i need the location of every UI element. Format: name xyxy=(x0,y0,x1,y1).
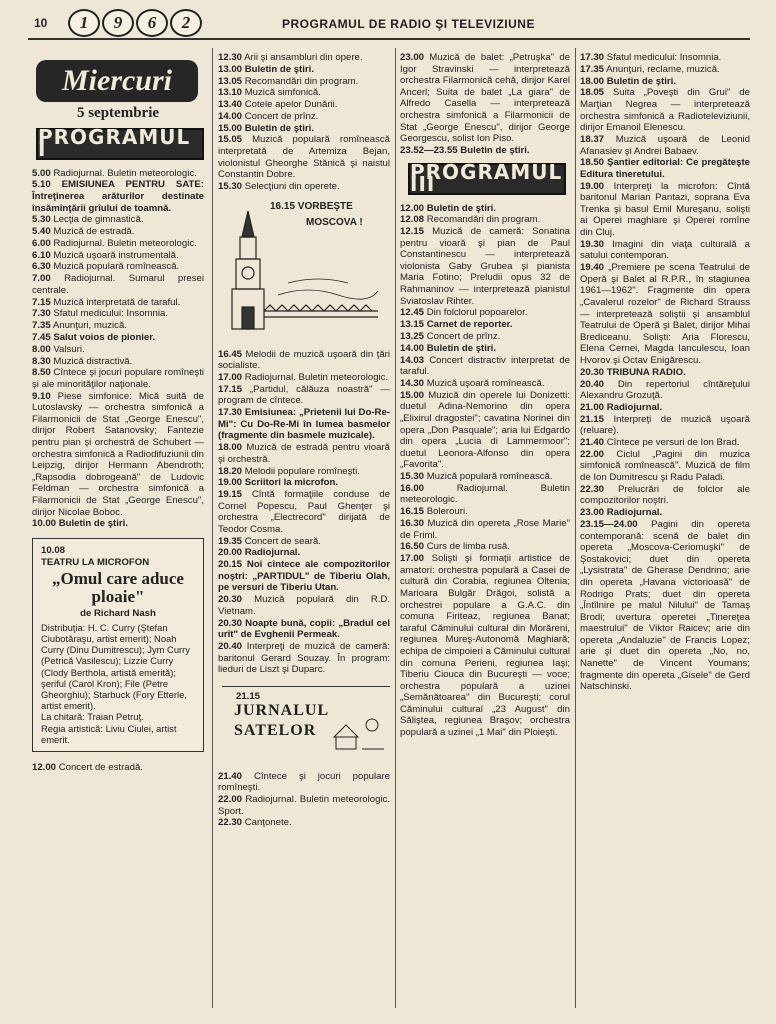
entry-time: 23.52—23.55 xyxy=(400,144,458,156)
entry-time: 7.35 xyxy=(32,320,51,332)
schedule-entry xyxy=(218,794,390,817)
entry-text: Emisiunea: „Prietenii lui Do-Re-Mi": Cu Do-Re-Mi în lumea basmelor (fragmente din basmele muzicale). xyxy=(218,407,391,442)
entry-time: 22.30 xyxy=(580,483,605,495)
entry-text: Muzică interpretată de taraful. xyxy=(53,296,181,308)
schedule-entry xyxy=(218,52,390,64)
schedule-entry xyxy=(32,320,204,332)
schedule-entry xyxy=(218,559,390,594)
column-divider xyxy=(395,48,396,1008)
page-header xyxy=(28,8,750,40)
entry-time: 16.15 xyxy=(400,506,425,518)
schedule-entry xyxy=(400,355,570,378)
entry-text: Recomandări din program. xyxy=(426,214,541,226)
entry-text: Muzică de estradă. xyxy=(53,226,135,238)
schedule-entry xyxy=(580,87,750,133)
schedule-entry xyxy=(400,483,570,506)
entry-time: 20.30 xyxy=(218,617,243,629)
entry-text: Muzică simfonică. xyxy=(244,87,321,99)
moscow-box xyxy=(218,199,390,345)
day-banner: Miercuri xyxy=(36,60,198,102)
entry-time: 8.30 xyxy=(32,355,51,367)
entry-text: Radiojurnal. Buletin meteorologic. xyxy=(53,167,197,179)
entry-time: 22.30 xyxy=(218,817,243,829)
entry-text: Cotele apelor Dunării. xyxy=(244,99,338,111)
entry-text: Scriitori la microfon. xyxy=(244,477,338,489)
entry-text: Prelucrări de folclor ale compozitorilor noştri. xyxy=(580,483,750,507)
entry-time: 12.30 xyxy=(218,52,243,63)
schedule-entry xyxy=(580,52,750,64)
entry-text: Buletin de ştiri. xyxy=(58,518,128,530)
entry-text: Suita „Poveşti din Grui" de Marţian Negrea — interpretează orchestra simfonică a Radioteleviziunii, dirijor Emanoil Elenescu. xyxy=(580,87,750,134)
entry-text: Anunţuri, reclame, muzică. xyxy=(606,63,720,75)
page-number: 10 xyxy=(34,16,48,30)
entry-text: Buletin de ştiri. xyxy=(426,342,496,354)
entry-text: Buletin de ştiri. xyxy=(606,75,676,87)
schedule-entry xyxy=(218,536,390,548)
entry-time: 21.00 xyxy=(580,401,605,413)
play-guitar: La chitară: Traian Petruţ. xyxy=(41,711,144,723)
schedule-entry xyxy=(580,484,750,507)
entry-time: 18.05 xyxy=(580,87,605,99)
entry-time: 17.30 xyxy=(580,52,605,63)
jurnal-line2: SATELOR xyxy=(234,721,317,739)
entry-time: 15.00 xyxy=(400,389,425,401)
schedule-list xyxy=(218,52,390,193)
entry-time: 14.00 xyxy=(218,110,243,122)
entry-text: Valsuri. xyxy=(53,343,85,355)
schedule-entry xyxy=(32,356,204,368)
schedule-entry xyxy=(218,407,390,442)
schedule-entry xyxy=(400,52,570,145)
entry-time: 22.00 xyxy=(580,448,605,460)
schedule-entry xyxy=(218,372,390,384)
schedule-entry xyxy=(400,343,570,355)
jurnal-time: 21.15 xyxy=(236,690,261,702)
entry-time: 13.05 xyxy=(218,75,243,87)
schedule-entry xyxy=(580,157,750,180)
entry-text: Concert de estradă. xyxy=(58,762,143,774)
entry-text: Ciclul „Pagini din muzica simfonică romînească". Muzică de film de Ion Dumitrescu şi Radu Paladi. xyxy=(580,448,750,483)
entry-text: Salut voios de pionier. xyxy=(53,331,156,343)
entry-text: Muzică distractivă. xyxy=(53,355,133,367)
entry-time: 13.25 xyxy=(400,331,425,342)
theatre-box xyxy=(32,538,204,752)
entry-time: 7.00 xyxy=(32,273,51,285)
schedule-entry xyxy=(580,76,750,88)
schedule-list xyxy=(218,771,390,829)
entry-text: Solişti şi formaţii artistice de amatori: orchestra populară a Casei de cultură din Corabia, regiunea Oltenia; Marioara Bulgăr Drăgoi, solistă a orchestrei populare a G.A.C. din comuna Firiteaz, regiunea Banat; taraful Căminului cultural din Morăreni, regiunea Mureş-Autonomă Maghiară; echipa de cimpoieri a Căminului cultural din comuna Perieni, regiunea Iaşi; Tiberiu Ciouca din Bucureşti — voce; orchestra populară a uzinei „Semănătoarea" din Bucureşti; corul Căminului cultural „23 August" din Săliştea, regiunea Braşov; orchestra populară a uzinei „1 Mai" din Ploieşti. xyxy=(400,553,570,739)
schedule-entry xyxy=(32,168,204,180)
schedule-list xyxy=(32,168,204,530)
entry-text: Piese simfonice: Mică suită de Lutoslavsky — orchestra simfonică a Filarmonicii de Stat „George Enescu", dirijor Robert Satanovsky; Fantezie pentru pian şi orchestră de Schubert — orchestra simfonică a Radiodifuziunii din Leipzig, dirijor Hermann Abendroth; „Rapsodia dobrogeană" de Ludovic Feldman — orchestra simfonică a Filarmonicii de Stat „George Enescu", dirijor Nicolae Boboc. xyxy=(32,390,204,518)
entry-text: Radiojurnal. Buletin meteorologic. xyxy=(400,482,571,506)
schedule-entry xyxy=(580,449,750,484)
schedule-entry xyxy=(580,134,750,157)
column-divider xyxy=(212,48,213,1008)
schedule-entry xyxy=(580,64,750,76)
schedule-list xyxy=(580,52,750,693)
schedule-entry xyxy=(400,226,570,307)
entry-text: TRIBUNA RADIO. xyxy=(606,366,686,378)
schedule-entry xyxy=(218,641,390,676)
entry-time: 18.00 xyxy=(580,75,605,87)
entry-time: 7.45 xyxy=(32,331,51,343)
schedule-entry xyxy=(400,319,570,331)
entry-text: Muzică din operele lui Donizetti: duetul Adina-Nemorino din opera „Elixirul dragostei"; cavatina Norinei din opera „Don Pasquale"; aria lui Edgardo din opera „Lucia di Lammermoor"; duetul Leonora-Alfonso din opera „Favorita". xyxy=(400,389,570,471)
entry-time: 5.40 xyxy=(32,226,51,238)
program-3-banner: PROGRAMUL III xyxy=(408,163,566,195)
play-director: Regia artistică: Liviu Ciulei, artist emerit. xyxy=(41,722,177,745)
entry-time: 14.03 xyxy=(400,354,425,366)
entry-text: Radiojurnal. xyxy=(606,507,663,519)
entry-time: 6.10 xyxy=(32,249,51,261)
schedule-entry xyxy=(218,384,390,407)
entry-time: 12.45 xyxy=(400,307,425,319)
schedule-entry xyxy=(218,547,390,559)
entry-time: 17.15 xyxy=(218,383,243,395)
schedule-entry xyxy=(580,402,750,414)
play-author: de Richard Nash xyxy=(80,608,156,620)
entry-text: Muzică din opereta „Rose Marie" de Friml. xyxy=(400,518,570,541)
entry-time: 20.40 xyxy=(218,640,243,652)
entry-text: Din repertoriul cîntăreţului Alexandru Grozuţă. xyxy=(580,378,750,402)
entry-text: Imagini din viaţa culturală a satului contemporan. xyxy=(580,238,750,262)
entry-text: Cîntă formaţiile conduse de Cornel Popescu, Paul Ghenţer şi orchestra „Electrecord" dirijată de Teodor Cosma. xyxy=(218,489,390,535)
entry-text: Concert de seară. xyxy=(244,535,321,547)
entry-text: Arii şi ansambluri din opere. xyxy=(244,52,363,63)
schedule-entry xyxy=(400,331,570,343)
entry-text: Muzică uşoară instrumentală. xyxy=(53,249,179,261)
entry-time: 15.00 xyxy=(218,122,243,134)
entry-text: „Premiere pe scena Teatrului de Operă şi Balet al R.P.R., în stagiunea 1961—1962". Fragmente din opera „Cavalerul rozelor" de Richard Strauss — interpretează soliştii şi ansamblul Teatrului de Operă şi Balet, dirijor Mihai Brediceanu. Solişti: Aria Florescu, Elena Cernei, Magda Ianculescu, Ioan Hvorov şi Octav Enigărescu. xyxy=(580,262,750,366)
entry-time: 9.10 xyxy=(32,390,51,402)
entry-text: Recomandări din program. xyxy=(244,75,359,87)
schedule-entry xyxy=(218,489,390,535)
schedule-entry xyxy=(580,519,750,693)
entry-time: 16.50 xyxy=(400,541,425,553)
entry-text: Muzică uşoară de Leonid Afanasiev şi Andrei Babaev. xyxy=(580,133,750,157)
schedule-entry xyxy=(580,262,750,366)
schedule-entry xyxy=(218,123,390,135)
schedule-entry xyxy=(400,471,570,483)
entry-text: Melodii populare romîneşti. xyxy=(244,465,360,477)
entry-text: Concert distractiv interpretat de taraful. xyxy=(400,354,570,378)
entry-time: 17.35 xyxy=(580,63,605,75)
entry-time: 17.00 xyxy=(218,372,243,383)
entry-text: Bolerouri. xyxy=(426,506,468,518)
entry-time: 19.40 xyxy=(580,262,605,274)
entry-time: 21.15 xyxy=(580,413,605,425)
entry-text: Buletin de ştiri. xyxy=(426,202,496,214)
entry-text: EMISIUNEA PENTRU SATE: Întreţinerea arăturilor destinate însămînţării grîului de toamnă. xyxy=(32,179,204,214)
entry-time: 17.30 xyxy=(218,407,243,419)
entry-text: Interpreţi la microfon: Cîntă baritonul Marian Pantazi, soprana Eva Trenka şi basul Emil Mureşanu, solişti ai Operei maghiare şi Operei romîne din Cluj. xyxy=(580,180,750,239)
entry-time: 10.00 xyxy=(32,518,57,530)
entry-time: 14.00 xyxy=(400,342,425,354)
column-2 xyxy=(218,52,390,829)
entry-time: 12.08 xyxy=(400,214,425,226)
entry-time: 13.15 xyxy=(400,319,425,331)
schedule-entry xyxy=(580,437,750,449)
village-illustration xyxy=(326,711,386,751)
entry-time: 12.00 xyxy=(32,762,57,774)
entry-text: Concert de prînz. xyxy=(426,331,501,342)
entry-text: Muzică de cameră: Sonatina pentru vioară şi pian de Paul Constantinescu — interpretează violonista Gaby Grubea şi pianista Maria Fotino; Preludii opus 32 de Rahmaninov — interpretează pianistul Sviatoslav Rihter. xyxy=(400,226,570,307)
date: 5 septembrie xyxy=(76,105,160,121)
entry-time: 20.30 xyxy=(218,594,243,606)
theatre-time: 10.08 xyxy=(41,545,66,556)
entry-time: 5.10 xyxy=(32,179,51,191)
entry-text: Interpreţi de muzică de cameră: baritonul Gerard Souzay. În program: lieduri de Liszt şi Duparc. xyxy=(218,640,390,676)
entry-time: 19.35 xyxy=(218,535,243,547)
program-1-banner: PROGRAMUL I xyxy=(36,128,204,160)
entry-text: Muzică populară romînească. xyxy=(53,261,180,273)
schedule-entry xyxy=(218,349,390,372)
entry-time: 16.30 xyxy=(400,518,425,529)
entry-time: 20.15 xyxy=(218,559,243,571)
schedule-entry xyxy=(218,111,390,123)
schedule-entry xyxy=(218,817,390,829)
kremlin-tower-illustration xyxy=(218,199,390,345)
entry-time: 15.30 xyxy=(400,471,425,483)
play-title: „Omul care aduce ploaie" xyxy=(52,569,184,607)
entry-text: Interpreţi de muzică uşoară (reluare). xyxy=(580,413,750,437)
schedule-entry xyxy=(580,367,750,379)
schedule-entry xyxy=(400,145,570,157)
entry-text: Melodii de muzică uşoară din ţări socialiste. xyxy=(218,348,390,372)
schedule-entry xyxy=(218,594,390,617)
entry-text: Carnet de reporter. xyxy=(426,319,513,331)
schedule-entry xyxy=(218,87,390,99)
entry-text: Muzică populară din R.D. Vietnam. xyxy=(218,594,391,617)
entry-time: 13.00 xyxy=(218,63,243,75)
entry-text: Concert de prînz. xyxy=(244,110,319,122)
moscow-line1: 16.15 VORBEŞTE xyxy=(270,200,353,212)
schedule-entry xyxy=(218,181,390,193)
schedule-list xyxy=(400,203,570,739)
entry-text: Buletin de ştiri. xyxy=(244,122,314,134)
entry-text: Noapte bună, copii: „Bradul cel urît" de Evghenii Permeak. xyxy=(218,617,390,641)
entry-text: Selecţiuni din operete. xyxy=(244,181,340,193)
entry-time: 19.30 xyxy=(580,238,605,250)
schedule-entry xyxy=(32,179,204,214)
entry-time: 7.15 xyxy=(32,296,51,308)
entry-time: 19.15 xyxy=(218,489,243,501)
entry-text: Pagini din opereta contemporană: scenă de balet din opereta „Moscova-Ceriomuşki" de Şostakovici; duet din opereta „Lysistrata" de Gherase Dendrino; arie din opereta „Havana victorioasă" de Rodrigo Prats; duet din opereta „Întîlnire pe malul Nilului" de Tamaş Brodi; uvertura operetei „Tinereţea maestrului" de Viktor Raicev; arie din opereta „Andaluzie" de Francis Lopez; arie şi duet din opereta „No, no, Nanette" de Vincent Youmans; fragmente din opereta „Gisele" de Gerd Natschinski. xyxy=(580,518,751,693)
schedule-entry xyxy=(580,181,750,239)
entry-time: 13.40 xyxy=(218,99,243,111)
schedule-entry xyxy=(580,414,750,437)
entry-time: 15.05 xyxy=(218,134,243,146)
entry-text: Radiojurnal. Sumarul presei centrale. xyxy=(32,273,204,296)
theatre-heading: TEATRU LA MICROFON xyxy=(41,556,150,568)
schedule-entry xyxy=(218,76,390,88)
schedule-entry xyxy=(32,332,204,344)
schedule-entry xyxy=(400,390,570,471)
entry-time: 20.40 xyxy=(580,378,605,390)
entry-time: 7.30 xyxy=(32,308,51,320)
header-title: PROGRAMUL DE RADIO ŞI TELEVIZIUNE xyxy=(282,17,535,31)
schedule-entry xyxy=(32,762,204,774)
column-divider xyxy=(575,48,576,1008)
entry-time: 23.00 xyxy=(400,52,425,63)
entry-time: 5.30 xyxy=(32,214,51,226)
schedule-entry xyxy=(32,367,204,390)
entry-time: 20.00 xyxy=(218,547,243,559)
schedule-entry xyxy=(400,541,570,553)
entry-time: 15.30 xyxy=(218,181,243,193)
entry-text: Radiojurnal. Buletin meteorologic. Sport. xyxy=(218,794,391,817)
column-1 xyxy=(32,52,204,774)
moscow-line2: MOSCOVA ! xyxy=(306,216,363,228)
entry-text: Cîntece şi jocuri populare romîneşti. xyxy=(218,770,390,794)
schedule-entry xyxy=(400,506,570,518)
schedule-entry xyxy=(32,308,204,320)
jurnal-satelor-box xyxy=(222,686,390,761)
schedule-list xyxy=(400,52,570,157)
entry-text: Radiojurnal. Buletin meteorologic. xyxy=(244,372,389,383)
schedule-entry xyxy=(218,64,390,76)
column-4 xyxy=(580,52,750,693)
entry-time: 16.00 xyxy=(400,482,425,494)
entry-text: Radiojurnal. xyxy=(244,547,301,559)
schedule-entry xyxy=(218,618,390,641)
entry-text: Canţonete. xyxy=(244,817,292,829)
entry-text: Muzică de estradă pentru vioară şi orchestră. xyxy=(218,442,390,465)
entry-time: 18.20 xyxy=(218,465,243,477)
schedule-entry xyxy=(32,226,204,238)
entry-text: Muzică uşoară romînească. xyxy=(426,377,545,389)
column-3 xyxy=(400,52,570,739)
play-cast: Distribuţia: H. C. Curry (Ştefan Ciubotăraşu, artist emerit); Noah Curry (Dinu Dumitrescu); Jym Curry (Petrică Vasilescu); Lizzie Curry (Clody Bertholа, artistă emerită); şeriful (Carol Kron); File (Petre Gheorghiu); Starbuck (Fory Etterle, artist emerit). xyxy=(41,621,190,712)
entry-time: 23.00 xyxy=(580,507,605,519)
schedule-entry xyxy=(400,553,570,739)
entry-text: Radiojurnal. xyxy=(606,401,663,413)
year-digit: 1 xyxy=(68,9,100,37)
entry-text: Muzică populară romînească interpretată de Artemiza Bejan, violonistul Gheorghe Stănică şi naistul Constantin Dobre. xyxy=(218,134,390,181)
entry-time: 21.40 xyxy=(580,437,605,449)
entry-text: Şantier editorial: Ce pregăteşte Editura tineretului. xyxy=(580,157,750,180)
entry-text: Sfatul medicului: Insomnia. xyxy=(606,52,722,63)
schedule-entry xyxy=(400,214,570,226)
schedule-entry xyxy=(32,273,204,296)
entry-time: 13.10 xyxy=(218,87,243,99)
schedule-entry xyxy=(580,239,750,262)
schedule-entry xyxy=(400,307,570,319)
entry-text: Cîntece şi jocuri populare romîneşti şi ale minorităţilor naţionale. xyxy=(32,367,204,390)
entry-text: „Partidul, călăuza noastră" — program de cîntece. xyxy=(218,383,391,407)
entry-text: Cîntece pe versuri de Ion Brad. xyxy=(606,437,740,449)
schedule-entry xyxy=(400,378,570,390)
entry-time: 19.00 xyxy=(580,180,605,192)
year-digit: 6 xyxy=(136,9,168,37)
schedule-entry xyxy=(218,466,390,478)
year-digit: 2 xyxy=(170,9,202,37)
schedule-entry xyxy=(218,477,390,489)
entry-text: Anunţuri, muzică. xyxy=(52,320,127,332)
schedule-entry xyxy=(400,518,570,541)
schedule-entry xyxy=(400,203,570,215)
schedule-entry xyxy=(32,391,204,519)
entry-text: Din folclorul popoarelor. xyxy=(426,307,528,319)
year-digit: 9 xyxy=(102,9,134,37)
entry-text: Sfatul medicului: Insomnia. xyxy=(53,308,169,320)
entry-time: 17.00 xyxy=(400,553,425,565)
entry-time: 8.50 xyxy=(32,367,51,379)
entry-time: 18.00 xyxy=(218,442,243,454)
year-logo xyxy=(68,9,202,37)
jurnal-line1: JURNALUL xyxy=(234,701,330,719)
entry-text: Noi cîntece ale compozitorilor noştri: „PARTIDUL" de Tiberiu Olah, pe versuri de Tiberiu Utan. xyxy=(218,559,390,594)
entry-time: 18.37 xyxy=(580,133,605,145)
entry-text: Lecţia de gimnastică. xyxy=(53,214,144,226)
entry-text: Muzică populară romînească. xyxy=(426,471,553,483)
schedule-entry xyxy=(32,261,204,273)
schedule-entry xyxy=(32,344,204,356)
entry-time: 21.40 xyxy=(218,770,243,782)
entry-time: 18.50 xyxy=(580,157,605,169)
entry-time: 14.30 xyxy=(400,377,425,389)
schedule-entry xyxy=(32,238,204,250)
entry-time: 19.00 xyxy=(218,477,243,489)
entry-text: Curs de limba rusă. xyxy=(426,541,510,553)
entry-text: Radiojurnal. Buletin meteorologic. xyxy=(53,237,197,249)
entry-time: 12.00 xyxy=(400,202,425,214)
schedule-entry xyxy=(218,99,390,111)
entry-time: 20.30 xyxy=(580,366,605,378)
schedule-entry xyxy=(218,134,390,180)
entry-time: 22.00 xyxy=(218,794,243,806)
entry-time: 8.00 xyxy=(32,343,51,355)
entry-text: Muzică de balet: „Petruşka" de Igor Stravinski — interpretează orchestra Filarmonică cehă, dirijor Karel Ancerl; Suita de balet „La giara" de Alfredo Casella — interpretează orchestra simfonică a Filarmonicii de Stat „George Enescu", dirijor George Georgescu, solist Ion Piso. xyxy=(400,52,570,145)
schedule-entry xyxy=(580,379,750,402)
entry-time: 16.45 xyxy=(218,348,243,360)
schedule-entry xyxy=(32,297,204,309)
schedule-list xyxy=(218,349,390,676)
schedule-entry xyxy=(32,250,204,262)
entry-time: 6.00 xyxy=(32,237,51,249)
entry-text: Buletin de ştiri. xyxy=(244,63,314,75)
schedule-entry xyxy=(32,214,204,226)
entry-time: 6.30 xyxy=(32,261,51,273)
schedule-entry xyxy=(580,507,750,519)
schedule-entry xyxy=(218,442,390,465)
entry-time: 23.15—24.00 xyxy=(580,518,638,530)
entry-time: 12.15 xyxy=(400,226,425,238)
entry-time: 5.00 xyxy=(32,167,51,179)
entry-text: Buletin de ştiri. xyxy=(460,144,530,156)
schedule-entry xyxy=(218,771,390,794)
schedule-entry xyxy=(32,518,204,530)
